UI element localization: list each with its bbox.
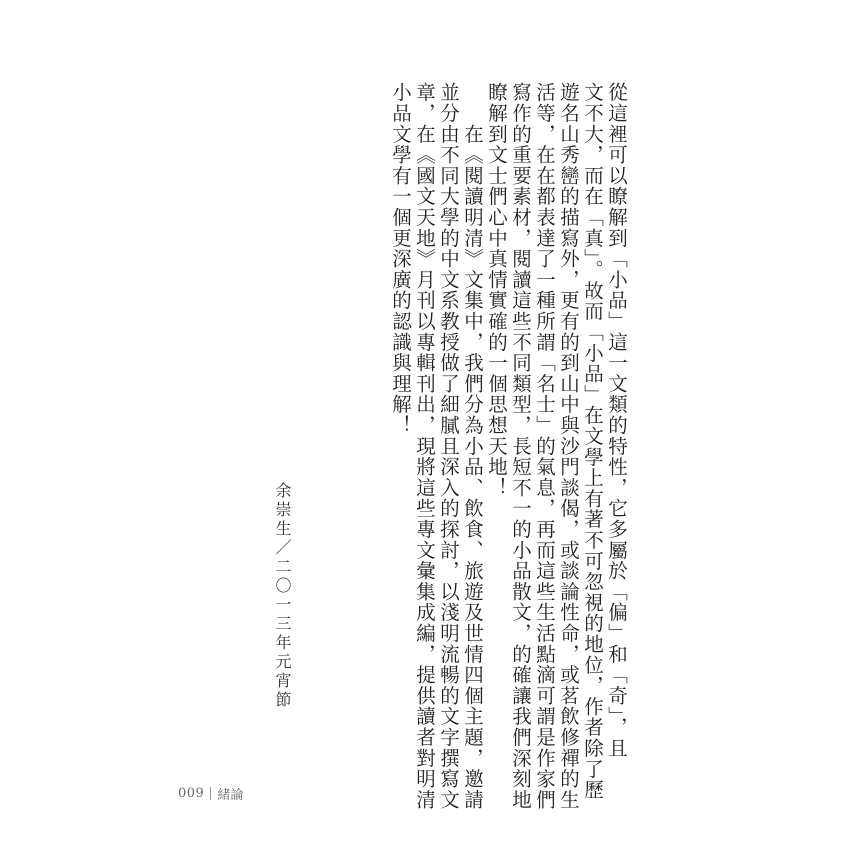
body-text — [388, 82, 628, 810]
text-column: 遊名山秀巒的描寫外，更有的到山中與沙門談偈，或談論性命，或茗飲修禪的生 — [557, 82, 580, 810]
text-column: 在《閱讀明清》文集中，我們分為小品、飲食、旅遊及世情四個主題，邀請 — [461, 82, 484, 810]
text-column: 瞭解到文士們心中真情實確的一個思想天地！ — [485, 82, 508, 498]
page-number: 009 — [178, 786, 205, 801]
text-column: 小品文學有一個更深廣的認識與理解！ — [389, 82, 412, 436]
text-column: 並分由不同大學的中文系教授做了細膩且深入的探討，以淺明流暢的文字撰寫文 — [437, 82, 460, 810]
text-column: 文不大，而在「真」。故而「小品」在文學上有著不可忽視的地位，作者除了歷 — [581, 82, 604, 801]
text-column: 寫作的重要素材，閱讀這些不同類型，長短不一的小品散文，的確讓我們深刻地 — [509, 82, 532, 810]
text-column: 從這裡可以瞭解到「小品」這一文類的特性，它多屬於「偏」和「奇」，且 — [605, 82, 628, 759]
footer-divider — [210, 787, 211, 800]
text-column: 活等，在在都表達了一種所謂「名士」的氣息，再而這些生活點滴可謂是作家們 — [533, 82, 556, 810]
author-signature: 余崇生／二〇一三年元宵節 — [273, 482, 292, 710]
text-column: 章，在《國文天地》月刊以專輯刊出，現將這些專文彙集成編，提供讀者對明清 — [413, 82, 436, 810]
section-title: 緒論 — [217, 788, 244, 803]
page-footer — [178, 784, 243, 803]
